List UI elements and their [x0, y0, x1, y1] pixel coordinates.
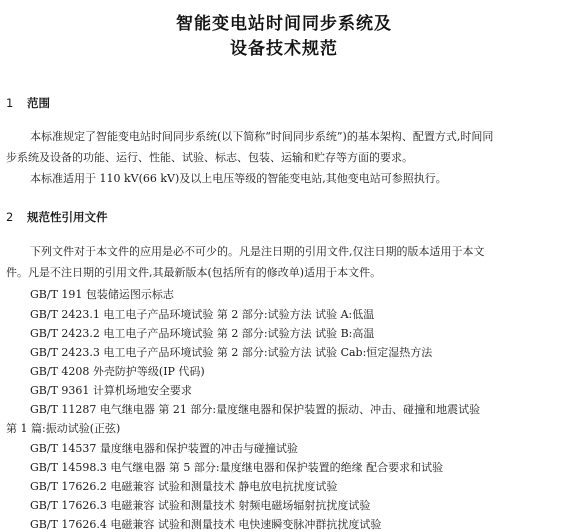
section-2-title: 规范性引用文件 — [27, 210, 108, 224]
section-1-para-2: 本标准适用于 110 kV(66 kV)及以上电压等级的智能变电站,其他变电站可参照执行。 — [30, 172, 447, 185]
section-2-intro-line-2: 件。凡是不注日期的引用文件,其最新版本(包括所有的修改单)适用于本文件。 — [6, 266, 382, 279]
document-title-line-2: 设备技术规范 — [230, 39, 338, 59]
reference-item-continuation: 第 1 篇:振动试验(正弦) — [6, 422, 121, 435]
section-2-heading — [6, 209, 108, 225]
section-2-intro-line-1: 下列文件对于本文件的应用是必不可少的。凡是注日期的引用文件,仅注日期的版本适用于本文 — [30, 245, 485, 258]
reference-item: GB/T 2423.3 电工电子产品环境试验 第 2 部分:试验方法 试验 Cab:恒定湿热方法 — [30, 346, 433, 359]
reference-item: GB/T 14598.3 电气继电器 第 5 部分:量度继电器和保护装置的绝缘 配合要求和试验 — [30, 461, 444, 474]
reference-item: GB/T 4208 外壳防护等级(IP 代码) — [30, 365, 205, 378]
section-1-para-1-line-2: 步系统及设备的功能、运行、性能、试验、标志、包装、运输和贮存等方面的要求。 — [6, 151, 413, 164]
reference-item: GB/T 17626.4 电磁兼容 试验和测量技术 电快速瞬变脉冲群抗扰度试验 — [30, 518, 382, 531]
reference-item: GB/T 2423.2 电工电子产品环境试验 第 2 部分:试验方法 试验 B:高温 — [30, 327, 375, 340]
reference-item: GB/T 11287 电气继电器 第 21 部分:量度继电器和保护装置的振动、冲击、碰撞和地震试验 — [30, 403, 481, 416]
section-1-number: 1 — [6, 96, 14, 110]
section-1-para-1-line-1: 本标准规定了智能变电站时间同步系统(以下简称“时间同步系统”)的基本架构、配置方式,时间同 — [30, 130, 494, 143]
section-1-heading — [6, 95, 50, 111]
reference-item: GB/T 17626.3 电磁兼容 试验和测量技术 射频电磁场辐射抗扰度试验 — [30, 499, 371, 512]
section-2-number: 2 — [6, 210, 14, 224]
document-title-line-1: 智能变电站时间同步系统及 — [176, 14, 392, 34]
section-1-title: 范围 — [27, 96, 50, 110]
reference-item: GB/T 17626.2 电磁兼容 试验和测量技术 静电放电抗扰度试验 — [30, 480, 338, 493]
reference-item: GB/T 2423.1 电工电子产品环境试验 第 2 部分:试验方法 试验 A:低温 — [30, 308, 375, 321]
reference-item: GB/T 191 包装储运图示标志 — [30, 288, 174, 301]
reference-item: GB/T 9361 计算机场地安全要求 — [30, 384, 192, 397]
reference-item: GB/T 14537 量度继电器和保护装置的冲击与碰撞试验 — [30, 442, 298, 455]
